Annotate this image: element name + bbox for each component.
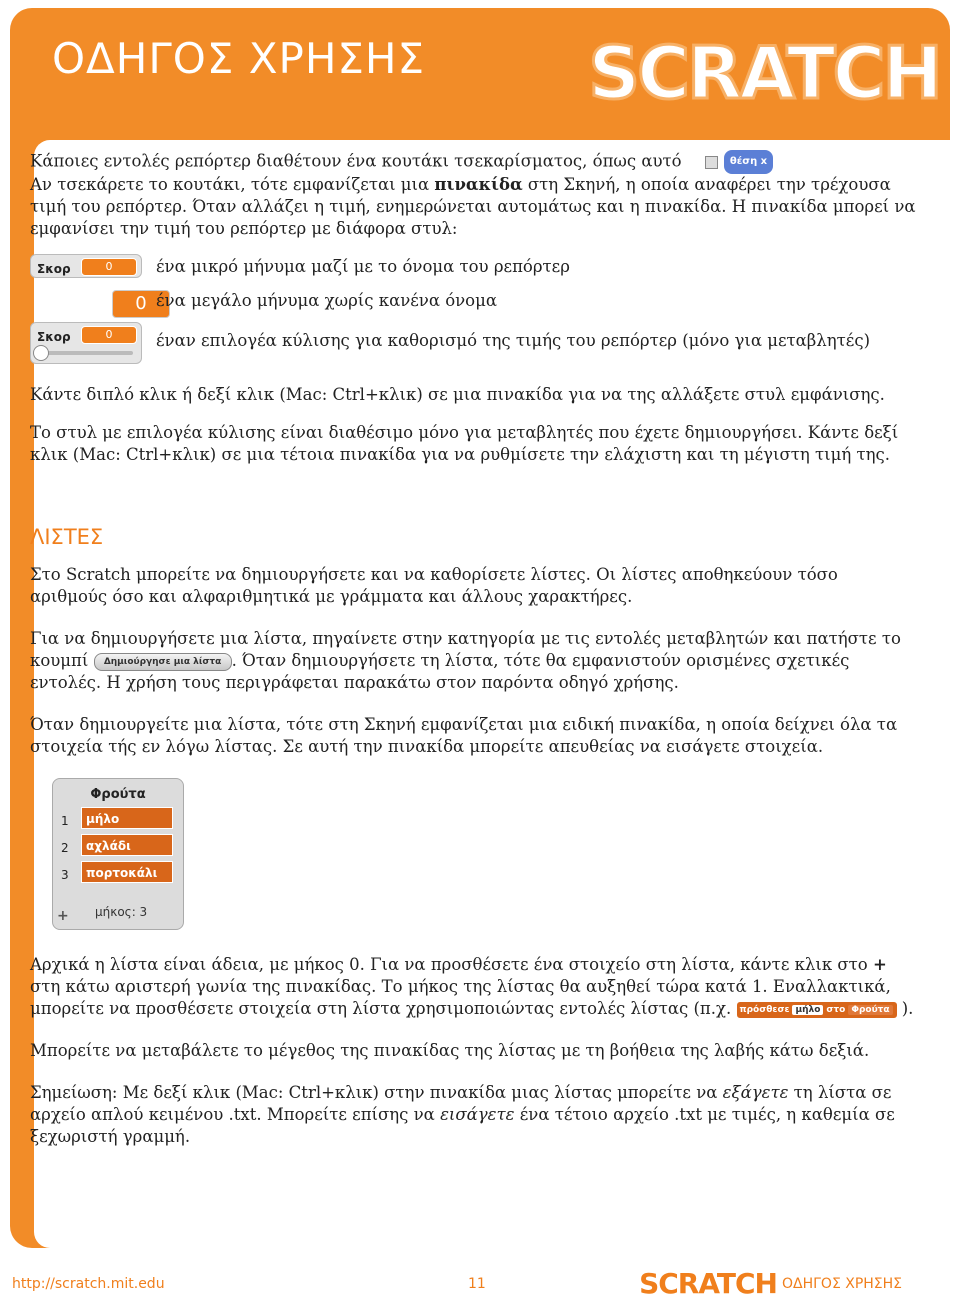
footer-scratch-logo	[639, 1266, 777, 1300]
list-item-value[interactable]: αχλάδι	[81, 834, 173, 856]
paragraph-list-monitor: Όταν δημιουργείτε μια λίστα, τότε στη Σκηνή εμφανίζεται μια ειδική πινακίδα, η οποία δείχνει όλα τα στοιχεία τής εν λόγω λίστας. Σε αυτή την πινακίδα μπορείτε απευθείας να εισάγετε στοιχεία.	[30, 715, 898, 756]
paragraph-add-items: Αρχικά η λίστα είναι άδεια, με μήκος 0. Για να προσθέσετε ένα στοιχείο στη λίστα, κάντε κλικ στο + στη κάτω αριστερή γωνία της πινακίδας. Το μήκος της λίστας θα αυξηθεί τώρα κατά 1. Εναλλακτικά, μπορείτε να προσθέσετε στοιχεία στη λίστα χρησιμοποιώντας εντολές λίστας (π.χ. πρόσθεσε μήλο στο Φρούτα ).	[30, 955, 914, 1018]
list-item[interactable]	[61, 807, 177, 829]
section-heading-lists: ΛΙΣΤΕΣ	[30, 525, 104, 549]
paragraph-slider-note: Το στυλ με επιλογέα κύλισης είναι διαθέσιμο μόνο για μεταβλητές που έχετε δημιουργήσει. Κάντε δεξί κλικ (Mac: Ctrl+κλικ) σε μια τέτοια πινακίδα για να ρυθμίσετε την ελάχιστη και τη μέγιστη τιμή της.	[30, 423, 899, 464]
monitor-slider[interactable]	[30, 322, 142, 364]
monitor-value: 0	[81, 326, 137, 344]
add-item-button[interactable]: +	[57, 908, 69, 924]
svg-text:SCRATCH: SCRATCH	[639, 1267, 777, 1300]
slider-track[interactable]	[39, 351, 133, 355]
scratch-logo	[588, 24, 940, 116]
svg-text:SCRATCH: SCRATCH	[588, 31, 940, 115]
list-length: μήκος: 3	[95, 905, 148, 919]
reporter-block-x-position: θέση x	[724, 150, 773, 174]
desc-slider: έναν επιλογέα κύλισης για καθορισμό της τιμής του ρεπόρτερ (μόνο για μεταβλητές)	[156, 331, 871, 350]
monitor-label: Σκορ	[37, 330, 71, 344]
page-title: ΟΔΗΓΟΣ ΧΡΗΣΗΣ	[52, 34, 426, 83]
paragraph-resize: Μπορείτε να μεταβάλετε το μέγεθος της πινακίδας της λίστας με τη βοήθεια της λαβής κάτω δεξιά.	[30, 1041, 870, 1060]
intro-paragraph: Αν τσεκάρετε το κουτάκι, τότε εμφανίζεται μια πινακίδα στη Σκηνή, η οποία αναφέρει την τρέχουσα τιμή του ρεπόρτερ. Όταν αλλάζει η τιμή, ενημερώνεται αυτομάτως και η πινακίδα. Η πινακίδα μπορεί να εμφανίσει την τιμή του ρεπόρτερ με διάφορα στυλ:	[30, 175, 916, 238]
main-content	[30, 150, 920, 1148]
monitor-styles	[30, 254, 920, 374]
list-item-value[interactable]: μήλο	[81, 807, 173, 829]
list-monitor[interactable]	[52, 778, 184, 930]
list-item[interactable]	[61, 834, 177, 856]
list-item-index: 2	[61, 841, 69, 855]
monitor-large-readout[interactable]: 0	[112, 290, 170, 318]
list-item-index: 1	[61, 814, 69, 828]
desc-large-readout: ένα μεγάλο μήνυμα χωρίς κανένα όνομα	[156, 291, 497, 310]
paragraph-create-list: Για να δημιουργήσετε μια λίστα, πηγαίνετε στην κατηγορία με τις εντολές μεταβλητών και πατήστε το κουμπί Δημιούργησε μια λίστα . Όταν δημιουργήσετε τη λίστα, τότε θα εμφανιστούν ορισμένες σχετικές εντολές. Η χρήση τους περιγράφεται παρακάτω στον παρόντα οδηγό χρήσης.	[30, 629, 901, 692]
list-item[interactable]	[61, 861, 177, 883]
slider-knob[interactable]	[33, 345, 49, 361]
monitor-label: Σκορ	[37, 262, 71, 276]
monitor-normal-readout[interactable]	[30, 254, 142, 278]
footer-title: ΟΔΗΓΟΣ ΧΡΗΣΗΣ	[782, 1276, 903, 1292]
checkbox[interactable]	[705, 156, 718, 169]
page-footer	[12, 1267, 952, 1300]
create-list-button[interactable]: Δημιούργησε μια λίστα	[94, 653, 232, 671]
paragraph-import-export: Σημείωση: Με δεξί κλικ (Mac: Ctrl+κλικ) στην πινακίδα μιας λίστας μπορείτε να εξάγετε τη λίστα σε αρχείο απλού κειμένου .txt. Μπορείτε επίσης να εισάγετε ένα τέτοιο αρχείο .txt με τιμές, η καθεμία σε ξεχωριστή γραμμή.	[30, 1083, 895, 1146]
paragraph-lists-intro: Στο Scratch μπορείτε να δημιουργήσετε και να καθορίσετε λίστες. Οι λίστες αποθηκεύουν τόσο αριθμούς όσο και αλφαριθμητικά με γράμματα και άλλους χαρακτήρες.	[30, 565, 838, 606]
desc-normal-readout: ένα μικρό μήνυμα μαζί με το όνομα του ρεπόρτερ	[156, 257, 570, 276]
list-item-value[interactable]: πορτοκάλι	[81, 861, 173, 883]
add-to-list-block: πρόσθεσε μήλο στο Φρούτα	[737, 1002, 897, 1018]
footer-url[interactable]: http://scratch.mit.edu	[12, 1276, 165, 1292]
list-item-index: 3	[61, 868, 69, 882]
intro-line: Κάποιες εντολές ρεπόρτερ διαθέτουν ένα κουτάκι τσεκαρίσματος, όπως αυτό θέση x	[30, 150, 920, 174]
page-number: 11	[468, 1276, 486, 1292]
monitor-value: 0	[81, 258, 137, 276]
list-title: Φρούτα	[90, 787, 146, 802]
paragraph-change-style: Κάντε διπλό κλικ ή δεξί κλικ (Mac: Ctrl+κλικ) σε μια πινακίδα για να της αλλάξετε στυλ εμφάνισης.	[30, 385, 885, 404]
